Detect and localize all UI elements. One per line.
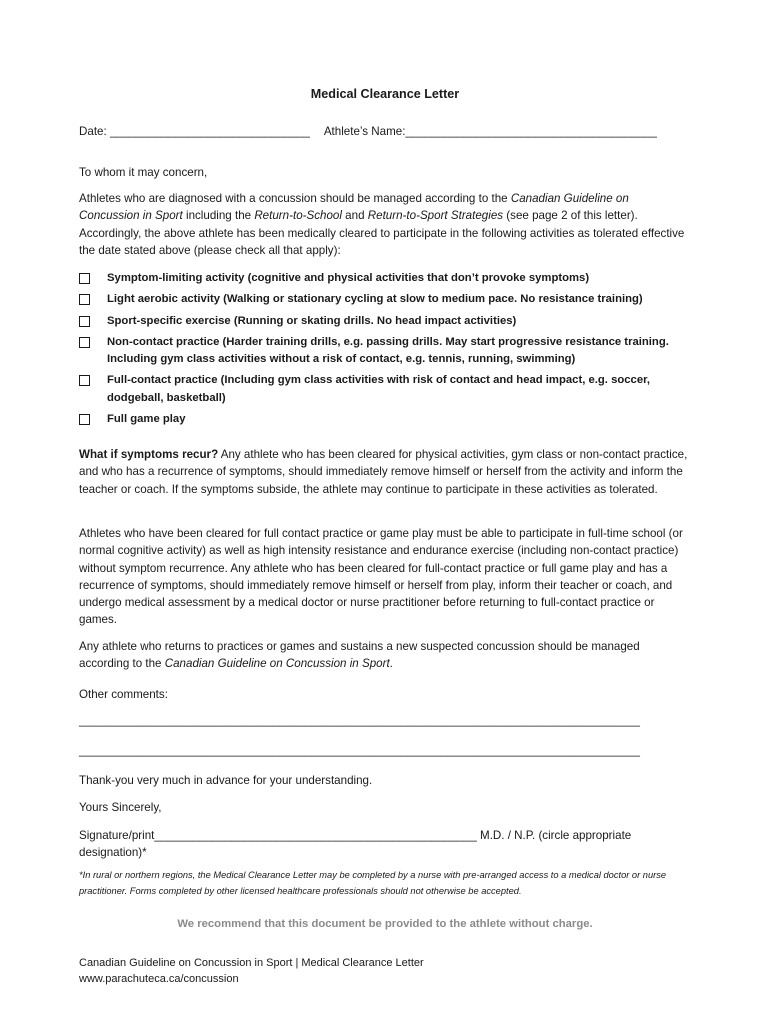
other-comments-label: Other comments:: [79, 688, 168, 701]
intro-paragraph: [79, 190, 691, 259]
signature-designation: M.D. / N.P. (circle appropriate designation)*: [79, 829, 632, 860]
footer-title: Canadian Guideline on Concussion in Sport | Medical Clearance Letter: [79, 957, 424, 969]
checklist-label: Light aerobic activity (Walking or stationary cycling at slow to medium pace. No resistance training): [107, 293, 643, 306]
new-concussion-end: .: [389, 657, 393, 671]
full-contact-paragraph: Athletes who have been cleared for full contact practice or game play must be able to participate in full-time school (or normal cognitive activity) as well as high intensity resistance and endurance exercise (including non-contact practice) without symptom recurrence. Any athlete who has been cleared for full-contact practice or full game play and has a recurrence of symptoms, should immediately remove himself or herself from play, inform their teacher or coach, and undergo medical assessment by a medical doctor or nurse practitioner before returning to full-contact practice or games.: [79, 527, 683, 627]
date-label: Date:: [79, 125, 110, 138]
checkbox[interactable]: [79, 414, 90, 425]
checklist-label: Symptom-limiting activity (cognitive and physical activities that don’t provoke symptoms): [107, 272, 590, 284]
athlete-name-label: Athlete’s Name:: [323, 125, 406, 138]
signature-label: Signature/print: [79, 829, 155, 842]
date-field[interactable]: _______________________________: [109, 125, 310, 138]
checklist-label: Non-contact practice (Harder training drills, e.g. passing drills. May start progressive resistance training. Including gym class activities without a risk of contact, e.g. tennis, running, swimming): [107, 335, 669, 366]
symptoms-recur-text: Any athlete who has been cleared for physical activities, gym class or non-contact practice, and who has a recurrence of symptoms, should immediately remove himself or herself from the activity and inform the teacher or coach. If the symptoms subside, the athlete may continue to participate in these activities as tolerated.: [79, 448, 688, 496]
checkbox[interactable]: [79, 375, 90, 386]
intro-return-to-sport: Return-to-Sport Strategies: [367, 209, 504, 223]
new-concussion-guideline: Canadian Guideline on Concussion in Sport: [164, 657, 390, 671]
checkbox[interactable]: [79, 273, 90, 284]
letter-title: Medical Clearance Letter: [310, 87, 460, 101]
footer-url[interactable]: www.parachuteca.ca/concussion: [79, 973, 239, 985]
activity-checklist: [79, 270, 691, 432]
closing-text: Yours Sincerely,: [79, 801, 162, 814]
new-concussion-text: Any athlete who returns to practices or games and sustains a new suspected concussion should be managed according to the: [79, 640, 640, 671]
thank-you-text: Thank-you very much in advance for your understanding.: [79, 774, 373, 787]
date-athlete-row: [79, 123, 657, 140]
checklist-item-full-contact[interactable]: [79, 372, 691, 407]
intro-return-to-school: Return-to-School: [254, 209, 342, 223]
checklist-item-light-aerobic[interactable]: [79, 291, 691, 308]
intro-text-1: Athletes who are diagnosed with a concussion should be managed according to the: [79, 192, 511, 205]
signature-block: [79, 827, 691, 862]
new-concussion-paragraph: [79, 638, 691, 673]
signature-field[interactable]: __________________________________________________: [154, 829, 477, 842]
checklist-item-full-game[interactable]: [79, 411, 691, 428]
checklist-label: Sport-specific exercise (Running or skating drills. No head impact activities): [107, 314, 517, 327]
salutation: To whom it may concern,: [79, 166, 208, 179]
checklist-item-sport-specific[interactable]: [79, 313, 691, 330]
comment-line-2[interactable]: _______________________________________________________________________________________: [79, 744, 640, 757]
footnote: *In rural or northern regions, the Medical Clearance Letter may be completed by a nurse with pre-arranged access to a medical doctor or nurse practitioner. Forms completed by other licensed healthcare professionals should not otherwise be accepted.: [79, 870, 667, 896]
checklist-item-non-contact[interactable]: [79, 334, 691, 369]
checkbox[interactable]: [79, 316, 90, 327]
intro-text-3: and: [341, 209, 368, 223]
intro-text-2: including the: [182, 209, 255, 223]
comment-line-1[interactable]: _______________________________________________________________________________________: [79, 714, 640, 727]
checklist-label: Full game play: [107, 413, 186, 426]
intro-guideline: Canadian Guideline on Concussion in Sport: [79, 192, 629, 223]
page-footer: [79, 955, 691, 987]
recommendation-text: We recommend that this document be provided to the athlete without charge.: [177, 918, 593, 930]
symptoms-recur-heading: What if symptoms recur?: [79, 448, 219, 461]
checklist-label: Full-contact practice (Including gym class activities with risk of contact and head impact, e.g. soccer, dodgeball, basketball): [107, 374, 651, 404]
checkbox[interactable]: [79, 337, 90, 348]
checklist-item-symptom-limiting[interactable]: [79, 270, 691, 287]
checkbox[interactable]: [79, 294, 90, 305]
athlete-name-field[interactable]: _______________________________________: [405, 125, 657, 138]
symptoms-recur-paragraph: [79, 446, 691, 498]
intro-text-4: (see page 2 of this letter). Accordingly, the above athlete has been medically cleared to participate in the following activities as tolerated effective the date stated above (please check all that apply):: [79, 209, 685, 257]
